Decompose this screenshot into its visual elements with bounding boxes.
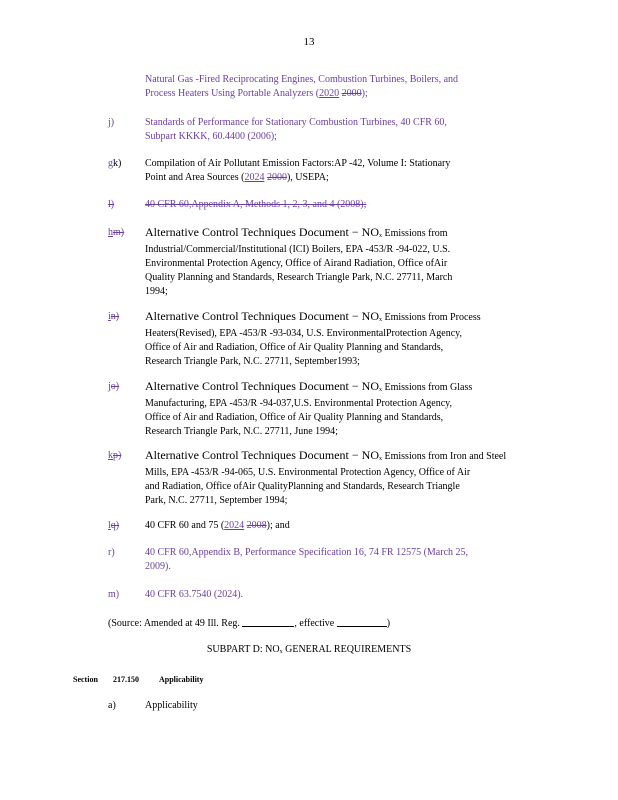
item-k-line2: Point and Area Sources (2024 2000), USEPA;: [145, 172, 329, 183]
item-l2-label: lq): [108, 520, 120, 531]
item-k-year-new: 2024: [244, 172, 265, 183]
item-l-label: l): [108, 199, 115, 210]
intro-item: [145, 73, 518, 101]
item-h-label: hm): [108, 227, 125, 238]
item-j2-label: jo): [108, 381, 120, 392]
intro-line2: Process Heaters Using Portable Analyzers (2020 2000);: [145, 88, 368, 99]
item-k2-line2: Mills, EPA -453/R -94-065, U.S. Environmental Protection Agency, Office of Air: [145, 467, 471, 478]
item-i-title: Alternative Control Techniques Document − NOx Emissions from Process: [145, 309, 481, 323]
subsection-a-text: Applicability: [145, 700, 198, 711]
item-k-year-old: 2000: [266, 172, 287, 183]
source-note: (Source: Amended at 49 Ill. Reg. , effective ): [108, 618, 391, 629]
subpart-heading: SUBPART D: NOx GENERAL REQUIREMENTS: [206, 644, 412, 655]
intro-year-old: 2000: [341, 88, 362, 99]
item-k2-line4: Park, N.C. 27711, September 1994;: [145, 495, 288, 506]
item-m2-label: m): [108, 589, 120, 600]
item-j2-text: [145, 379, 497, 439]
source-blank-2: [337, 616, 387, 627]
item-j-label: j): [108, 117, 115, 128]
item-r-line1: 40 CFR 60,Appendix B, Performance Specification 16, 74 FR 12575 (March 25,: [145, 547, 469, 558]
item-i-line2: Heaters(Revised), EPA -453/R -93-034, U.S. EnvironmentalProtection Agency,: [145, 328, 462, 339]
item-j-line2: Subpart KKKK, 60.4400 (2006);: [145, 131, 277, 142]
item-j-line1: Standards of Performance for Stationary Combustion Turbines, 40 CFR 60,: [145, 117, 447, 128]
item-k-label: gk): [108, 158, 122, 169]
item-h-line2: Industrial/Commercial/Institutional (ICI) Boilers, EPA -453/R -94-022, U.S.: [145, 244, 451, 255]
item-h-line5: 1994;: [145, 286, 168, 297]
item-k2-label: kp): [108, 450, 122, 461]
item-h-line3: Environmental Protection Agency, Office of Airand Radiation, Office ofAir: [145, 258, 448, 269]
intro-line1: Natural Gas -Fired Reciprocating Engines, Combustion Turbines, Boilers, and: [145, 74, 459, 85]
item-i-text: [145, 309, 497, 369]
subsection-a-label: a): [108, 700, 116, 711]
item-j2-line4: Research Triangle Park, N.C. 27711, June 1994;: [145, 426, 338, 437]
item-l2-year-old: 2008: [246, 520, 267, 531]
item-h-text: [145, 225, 511, 299]
item-k2-title: Alternative Control Techniques Document − NOx Emissions from Iron and Steel: [145, 448, 507, 462]
item-l2-text: 40 CFR 60 and 75 (2024 2008); and: [145, 520, 290, 531]
intro-year-new: 2020: [319, 88, 340, 99]
item-m2-text: 40 CFR 63.7540 (2024).: [145, 589, 244, 600]
item-j2-line2: Manufacturing, EPA -453/R -94-037,U.S. Environmental Protection Agency,: [145, 398, 452, 409]
item-k-line1: Compilation of Air Pollutant Emission Factors:AP -42, Volume I: Stationary: [145, 158, 451, 169]
item-i-label: in): [108, 311, 120, 322]
item-k2-text: [145, 448, 533, 508]
item-j-text: [145, 116, 507, 144]
page-number: 13: [303, 36, 315, 48]
item-r-text: [145, 546, 532, 574]
item-i-line3: Office of Air and Radiation, Office of Air Quality Planning and Standards,: [145, 342, 444, 353]
item-j2-title: Alternative Control Techniques Document − NOx Emissions from Glass: [145, 379, 473, 393]
item-l2-year-new: 2024: [224, 520, 245, 531]
item-h-title: Alternative Control Techniques Document − NOx Emissions from: [145, 225, 448, 239]
item-k2-line3: and Radiation, Office ofAir QualityPlanning and Standards, Research Triangle: [145, 481, 460, 492]
item-l-text: 40 CFR 60,Appendix A, Methods 1, 2, 3, and 4 (2008);: [145, 199, 367, 210]
item-h-line4: Quality Planning and Standards, Research Triangle Park, N.C. 27711, March: [145, 272, 453, 283]
item-j2-line3: Office of Air and Radiation, Office of Air Quality Planning and Standards,: [145, 412, 444, 423]
source-blank-1: [242, 616, 294, 627]
item-r-label: r): [108, 547, 115, 558]
section-title: Applicability: [159, 675, 204, 684]
section-word: Section: [73, 675, 98, 684]
item-k-text: [145, 157, 514, 185]
item-i-line4: Research Triangle Park, N.C. 27711, September1993;: [145, 356, 360, 367]
item-r-line2: 2009).: [145, 561, 171, 572]
section-number: 217.150: [113, 675, 139, 684]
